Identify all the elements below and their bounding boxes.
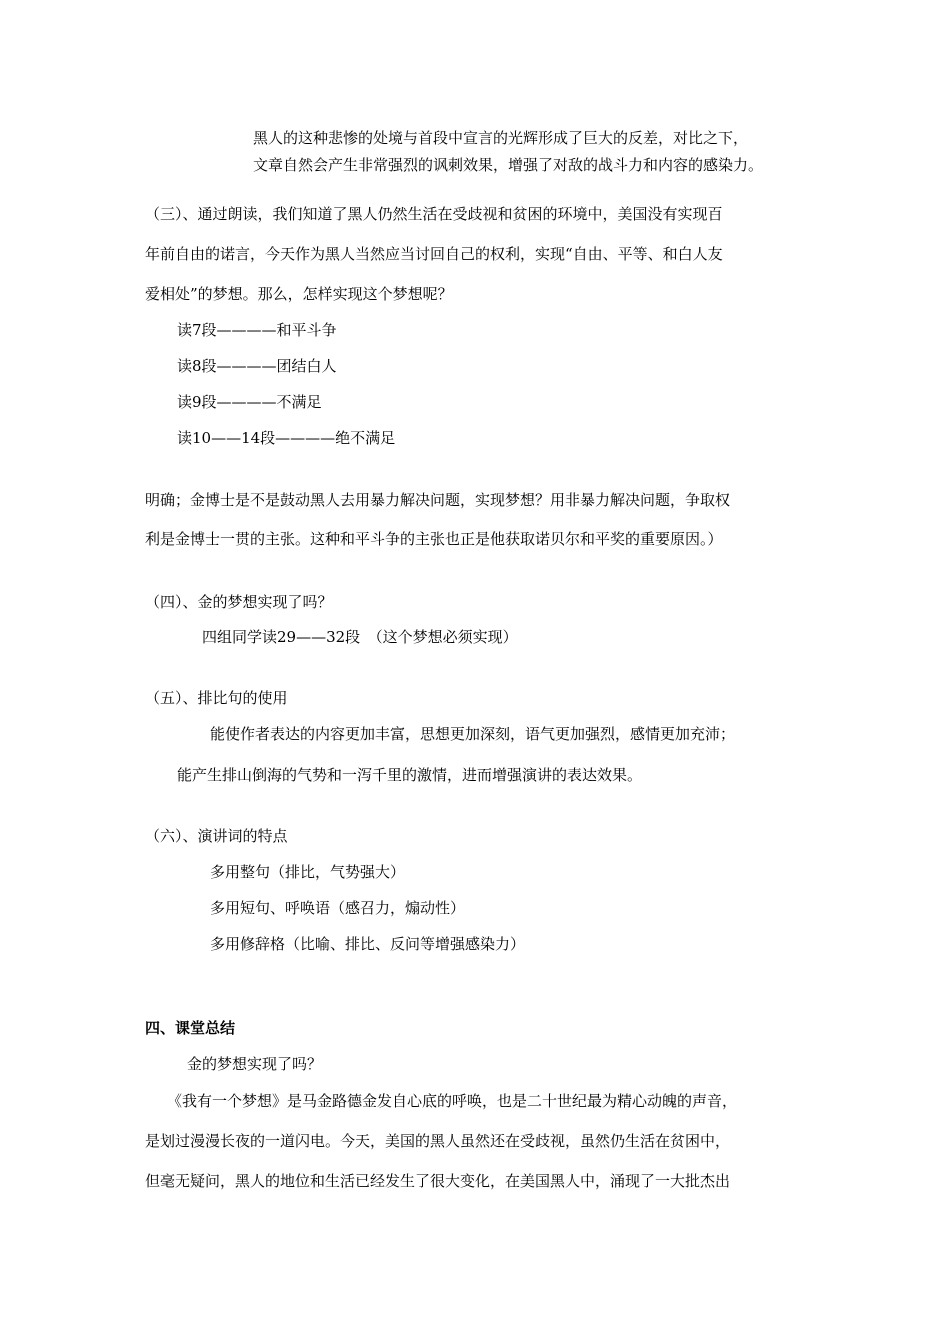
section6-heading: （六）、演讲词的特点 bbox=[145, 827, 288, 845]
section5-heading: （五）、排比句的使用 bbox=[145, 689, 288, 707]
section5-line-1: 能使作者表达的内容更加丰富，思想更加深刻，语气更加强烈，感情更加充沛； bbox=[210, 725, 736, 743]
section3-line-2: 年前自由的诺言，今天作为黑人当然应当讨回自己的权利，实现“自由、平等、和白人友 bbox=[145, 245, 723, 263]
section5-line-2: 能产生排山倒海的气势和一泻千里的激情，进而增强演讲的表达效果。 bbox=[177, 766, 643, 784]
section3-explanation-2: 利是金博士一贯的主张。这种和平斗争的主张也正是他获取诺贝尔和平奖的重要原因。） bbox=[145, 530, 723, 548]
summary-line-2: 是划过漫漫长夜的一道闪电。今天，美国的黑人虽然还在受歧视，虽然仍生活在贫困中， bbox=[145, 1132, 731, 1150]
section6-item-3: 多用修辞格（比喻、排比、反问等增强感染力） bbox=[210, 935, 526, 953]
intro-line-1: 黑人的这种悲惨的处境与首段中宣言的光辉形成了巨大的反差，对比之下， bbox=[253, 129, 749, 147]
section6-item-2: 多用短句、呼唤语（感召力，煽动性） bbox=[210, 899, 466, 917]
section4-heading: （四）、金的梦想实现了吗？ bbox=[145, 593, 333, 611]
summary-line-1: 《我有一个梦想》是马金路德金发自心底的呼唤，也是二十世纪最为精心动魄的声音， bbox=[167, 1092, 738, 1110]
intro-line-2: 文章自然会产生非常强烈的讽刺效果，增强了对敌的战斗力和内容的感染力。 bbox=[253, 156, 764, 174]
summary-heading: 四、课堂总结 bbox=[145, 1019, 236, 1037]
section3-item-1: 读7段————和平斗争 bbox=[177, 321, 337, 339]
summary-question: 金的梦想实现了吗？ bbox=[187, 1055, 323, 1073]
section3-explanation-1: 明确；金博士是不是鼓动黑人去用暴力解决问题，实现梦想？用非暴力解决问题，争取权 bbox=[145, 491, 731, 509]
section3-line-1: （三）、通过朗读，我们知道了黑人仍然生活在受歧视和贫困的环境中，美国没有实现百 bbox=[145, 205, 723, 223]
section3-item-2: 读8段————团结白人 bbox=[177, 357, 337, 375]
summary-line-3: 但毫无疑问，黑人的地位和生活已经发生了很大变化，在美国黑人中，涌现了一大批杰出 bbox=[145, 1172, 731, 1190]
section3-line-3: 爱相处”的梦想。那么，怎样实现这个梦想呢？ bbox=[145, 285, 453, 303]
section3-item-4: 读10——14段————绝不满足 bbox=[177, 429, 396, 447]
section3-item-3: 读9段————不满足 bbox=[177, 393, 322, 411]
section4-item: 四组同学读29——32段 （这个梦想必须实现） bbox=[202, 628, 518, 646]
section6-item-1: 多用整句（排比，气势强大） bbox=[210, 863, 406, 881]
